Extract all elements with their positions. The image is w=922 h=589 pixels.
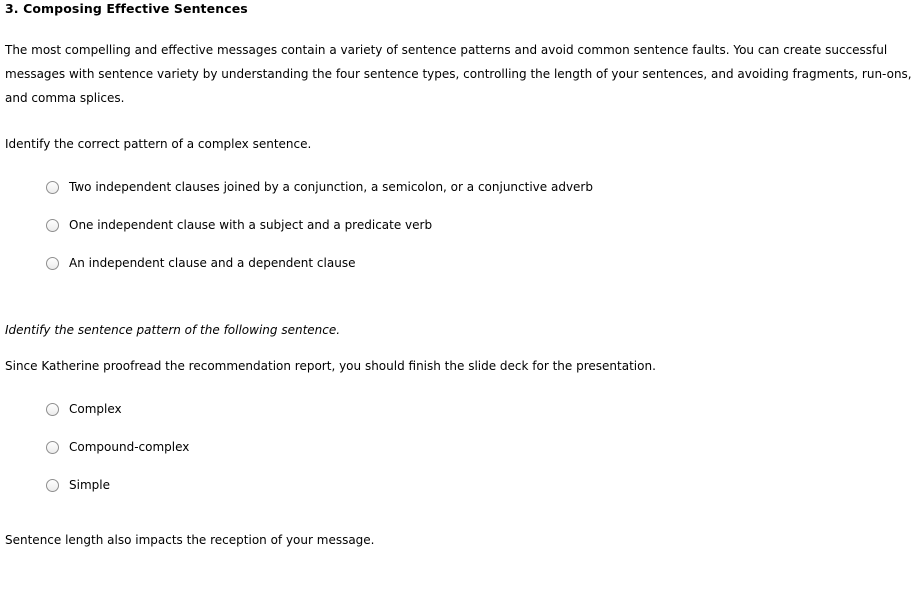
question1-options xyxy=(46,168,593,282)
section-title: 3. Composing Effective Sentences xyxy=(5,1,248,16)
option-label: One independent clause with a subject and a predicate verb xyxy=(69,218,433,232)
option-label: Two independent clauses joined by a conjunction, a semicolon, or a conjunctive adverb xyxy=(69,180,593,194)
radio-button[interactable] xyxy=(46,257,59,270)
question2-option-compound-complex[interactable] xyxy=(46,428,189,466)
question1-option-2[interactable] xyxy=(46,206,593,244)
question2-options xyxy=(46,390,189,504)
option-label: Complex xyxy=(69,402,122,416)
question2-option-simple[interactable] xyxy=(46,466,189,504)
radio-button[interactable] xyxy=(46,479,59,492)
radio-button[interactable] xyxy=(46,441,59,454)
option-label: An independent clause and a dependent clause xyxy=(69,256,356,270)
question1-option-1[interactable] xyxy=(46,168,593,206)
option-label: Compound-complex xyxy=(69,440,190,454)
radio-button[interactable] xyxy=(46,403,59,416)
closing-text: Sentence length also impacts the reception of your message. xyxy=(5,533,375,547)
radio-button[interactable] xyxy=(46,181,59,194)
question1-prompt: Identify the correct pattern of a complex sentence. xyxy=(5,137,312,151)
intro-paragraph: The most compelling and effective messages contain a variety of sentence patterns and avoid common sentence faults. You can create successful messages with sentence variety by understanding the four sentence types, controlling the length of your sentences, and avoiding fragments, run-ons, and comma splices. xyxy=(5,43,912,105)
radio-button[interactable] xyxy=(46,219,59,232)
question2-sentence: Since Katherine proofread the recommendation report, you should finish the slide deck for the presentation. xyxy=(5,359,656,373)
option-label: Simple xyxy=(69,478,110,492)
question2-option-complex[interactable] xyxy=(46,390,189,428)
question2-prompt: Identify the sentence pattern of the following sentence. xyxy=(5,323,341,337)
question1-option-3[interactable] xyxy=(46,244,593,282)
